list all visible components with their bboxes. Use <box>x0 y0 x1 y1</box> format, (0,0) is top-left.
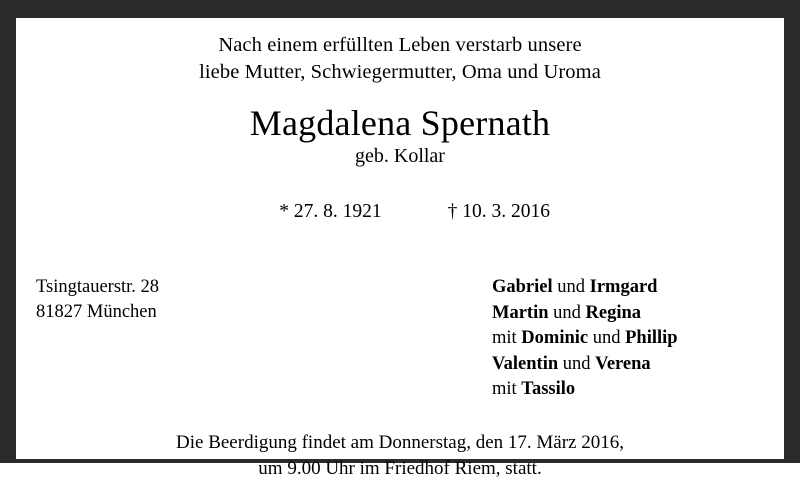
funeral-line-2: um 9.00 Uhr im Friedhof Riem, statt. <box>258 457 542 479</box>
family-second-name: Verena <box>595 353 651 374</box>
intro-line-2: liebe Mutter, Schwiegermutter, Oma und Uroma <box>199 61 601 84</box>
funeral-info <box>34 430 766 481</box>
funeral-line-1: Die Beerdigung findet am Donnerstag, den 17. März 2016, <box>176 431 624 453</box>
family-prefix: mit <box>492 328 522 349</box>
family-line <box>492 301 760 327</box>
address-line-2: 81827 München <box>36 302 157 323</box>
family-conjunction: und <box>552 277 590 298</box>
deceased-name: Magdalena Spernath <box>249 103 551 144</box>
maiden-name: geb. Kollar <box>355 145 445 168</box>
address-line-1: Tsingtauerstr. 28 <box>36 277 160 298</box>
family-conjunction: und <box>548 302 586 323</box>
family-first-name: Valentin <box>492 353 559 374</box>
family-line <box>492 326 760 352</box>
life-dates <box>34 179 766 245</box>
birth-date: * 27. 8. 1921 <box>279 201 382 223</box>
family-conjunction: und <box>558 353 596 374</box>
address-block <box>34 275 159 325</box>
family-second-name: Irmgard <box>589 277 658 298</box>
family-line <box>492 377 760 403</box>
details-columns <box>34 275 766 403</box>
intro-line-1: Nach einem erfüllten Leben verstarb unsere <box>218 34 582 56</box>
family-block <box>492 275 766 403</box>
family-second-name: Regina <box>585 302 642 323</box>
intro-text <box>34 32 766 86</box>
family-first-name: Tassilo <box>521 379 576 400</box>
family-first-name: Martin <box>492 302 549 323</box>
family-prefix: mit <box>492 379 522 400</box>
family-conjunction: und <box>588 328 626 349</box>
family-line <box>492 352 760 378</box>
family-first-name: Dominic <box>521 328 589 349</box>
death-date: † 10. 3. 2016 <box>447 201 550 223</box>
family-line <box>492 275 760 301</box>
family-second-name: Phillip <box>625 328 678 349</box>
notice-content <box>16 32 784 479</box>
family-first-name: Gabriel <box>492 277 553 298</box>
